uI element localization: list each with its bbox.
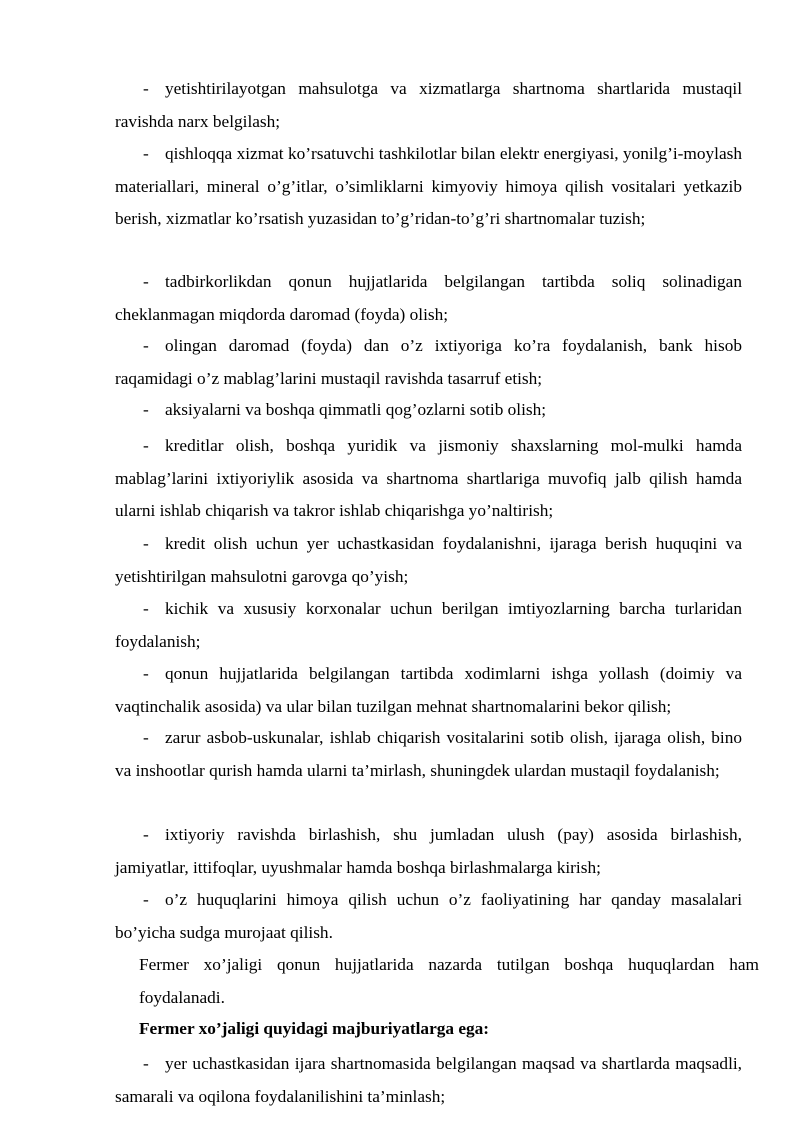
- list-item-text: kredit olish uchun yer uchastkasidan foydalanishni, ijaraga berish huquqini va yetishtirilgan mahsulotni garovga qo’yish;: [115, 534, 742, 586]
- list-item-text: o’z huquqlarini himoya qilish uchun o’z faoliyatining har qanday masalalari bo’yicha sudga murojaat qilish.: [115, 890, 742, 942]
- bullet-dash: -: [143, 728, 149, 747]
- bullet-dash: -: [143, 436, 149, 455]
- list-item-right-10: [115, 722, 742, 787]
- list-item-right-1: [115, 73, 742, 138]
- list-item-text: yetishtirilayotgan mahsulotga va xizmatlarga shartnoma shartlarida mustaqil ravishda narx belgilash;: [115, 79, 742, 131]
- list-item-text: zarur asbob-uskunalar, ishlab chiqarish vositalarini sotib olish, ijaraga olish, bino va inshootlar qurish hamda ularni ta’mirlash, shuningdek ulardan mustaqil foydalanish;: [115, 728, 742, 780]
- list-item-obligation-1: [115, 1048, 742, 1113]
- list-item-right-3: [115, 266, 742, 331]
- list-item-right-7: [115, 528, 742, 593]
- list-item-right-6: [115, 430, 742, 528]
- bullet-dash: -: [143, 890, 149, 909]
- list-item-text: tadbirkorlikdan qonun hujjatlarida belgilangan tartibda soliq solinadigan cheklanmagan miqdorda daromad (foyda) olish;: [115, 272, 742, 324]
- obligations-heading: Fermer xo’jaligi quyidagi majburiyatlarga ega:: [139, 1019, 490, 1038]
- list-item-text: olingan daromad (foyda) dan o’z ixtiyoriga ko’ra foydalanish, bank hisob raqamidagi o’z mablag’larini mustaqil ravishda tasarruf etish;: [115, 336, 742, 388]
- bullet-dash: -: [143, 534, 149, 553]
- list-item-text: ixtiyoriy ravishda birlashish, shu jumladan ulush (pay) asosida birlashish, jamiyatlar, ittifoqlar, uyushmalar hamda boshqa birlashmalarga kirish;: [115, 825, 742, 877]
- list-item-right-2: [115, 138, 742, 236]
- list-item-text: kichik va xususiy korxonalar uchun berilgan imtiyozlarning barcha turlaridan foydalanish;: [115, 599, 742, 651]
- list-item-text: aksiyalarni va boshqa qimmatli qog’ozlarni sotib olish;: [165, 400, 547, 419]
- bullet-dash: -: [143, 79, 149, 98]
- bullet-dash: -: [143, 825, 149, 844]
- bullet-dash: -: [143, 272, 149, 291]
- list-item-right-12: [115, 884, 742, 949]
- bullet-dash: -: [143, 599, 149, 618]
- closing-paragraph: Fermer xo’jaligi qonun hujjatlarida nazarda tutilgan boshqa huquqlardan ham foydalanadi.: [139, 955, 759, 1007]
- list-item-text: kreditlar olish, boshqa yuridik va jismoniy shaxslarning mol-mulki hamda mablag’larini ixtiyoriylik asosida va shartnoma shartlariga muvofiq jalb qilish hamda ularni ishlab chiqarish va takror ishlab chiqarishga yo’naltirish;: [115, 436, 742, 520]
- list-item-right-4: [115, 330, 742, 395]
- bullet-dash: -: [143, 144, 149, 163]
- list-item-right-8: [115, 593, 742, 658]
- bullet-dash: -: [143, 336, 149, 355]
- bullet-dash: -: [143, 664, 149, 683]
- bullet-dash: -: [143, 400, 149, 419]
- bullet-dash: -: [143, 1054, 149, 1073]
- list-item-text: yer uchastkasidan ijara shartnomasida belgilangan maqsad va shartlarda maqsadli, samarali va oqilona foydalanilishini ta’minlash;: [115, 1054, 742, 1106]
- list-item-text: qonun hujjatlarida belgilangan tartibda xodimlarni ishga yollash (doimiy va vaqtinchalik asosida) va ular bilan tuzilgan mehnat shartnomalarini bekor qilish;: [115, 664, 742, 716]
- list-item-right-5: [115, 394, 742, 427]
- list-item-right-11: [115, 819, 742, 884]
- list-item-text: qishloqqa xizmat ko’rsatuvchi tashkilotlar bilan elektr energiyasi, yonilg’i-moylash materiallari, mineral o’g’itlar, o’simliklarni kimyoviy himoya qilish vositalari yetkazib berish, xizmatlar ko’rsatish yuzasidan to’g’ridan-to’g’ri shartnomalar tuzish;: [115, 144, 742, 228]
- list-item-right-9: [115, 658, 742, 723]
